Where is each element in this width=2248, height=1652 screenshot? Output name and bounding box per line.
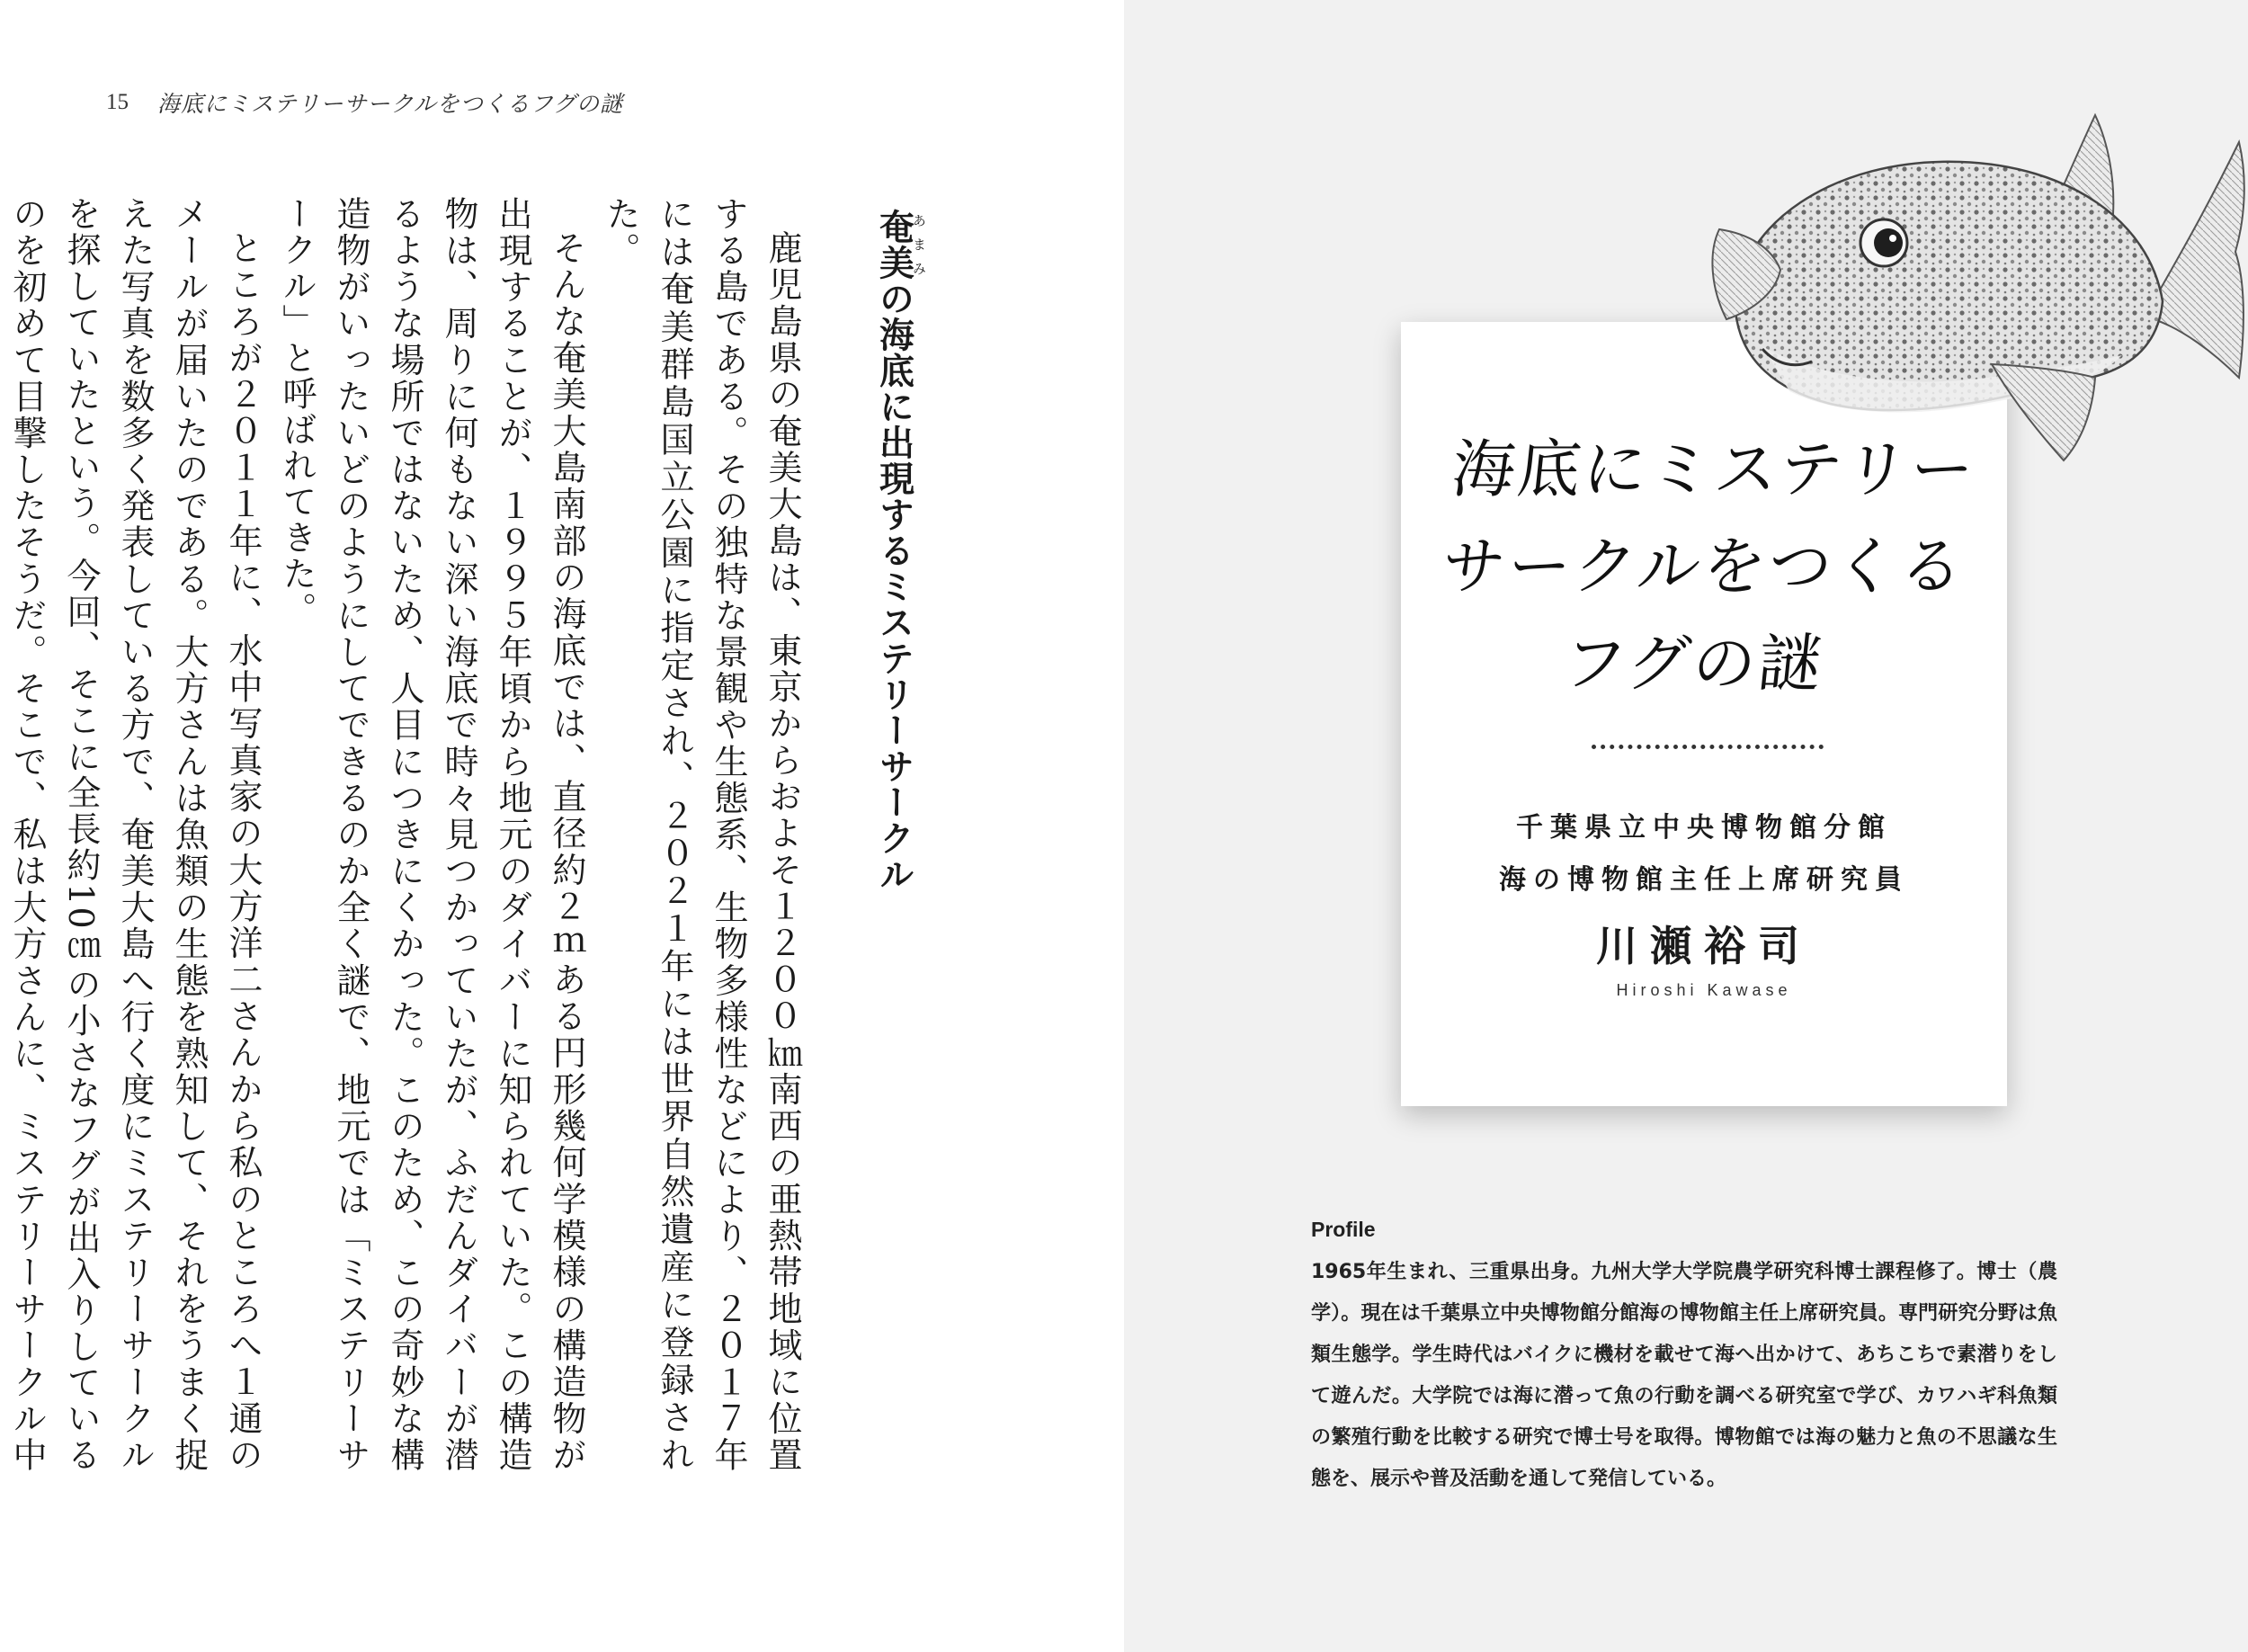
affiliation-line-1: 千葉県立中央博物館分館 (1516, 812, 1892, 844)
profile-text: 1965年生まれ、三重県出身。九州大学大学院農学研究科博士課程修了。博士（農学）。現在は千葉県立中央博物館分館海の博物館主任上席研究員。専門研究分野は魚類生態学。学生時代はバイクに機材を載せて海へ出かけて、あちこちで素潜りをして遊んだ。大学院では海に潜って魚の行動を調べる研究室で学び、カワハギ科魚類の繁殖行動を比較する研究で博士号を取得。博物館では海の魅力と魚の不思議な生態を、展示や普及活動を通して発信している。 (1311, 1261, 2057, 1490)
author-romaji: Hiroshi Kawase (1616, 981, 1792, 999)
article-title-line-1: 海底にミステリー (1448, 433, 1980, 506)
dotted-divider (1592, 745, 1824, 749)
article-title-line-2: サークルをつくる (1438, 530, 1970, 603)
chapter-heading-ruby-base: 奄美 (873, 209, 914, 281)
running-title: 海底にミステリーサークルをつくるフグの謎 (157, 91, 624, 117)
running-head (106, 88, 623, 117)
affiliation-line-2: 海の博物館主任上席研究員 (1499, 864, 1909, 896)
paragraph-3: ところが２０１１年に、水中写真家の大方洋二さんから私のところへ１通のメールが届いたのである。大方さんは魚類の生態を熟知して、それをうまく捉えた写真を数多く発表している方で、奄美大島へ行く度にミステリーサークルを探していたという。今回、そこに全長約10㎝の小さなフグが出入りしているのを初めて目撃したそうだ。そこで、私は大方さんに、ミステリーサークル中 (7, 196, 263, 1473)
article-title-line-3: フグの謎 (1559, 627, 1828, 701)
paragraph-1: 鹿児島県の奄美大島は、東京からおよそ１２００㎞南西の亜熱帯地域に位置する島である。その独特な景観や生態系、生物多様性などにより、２０１７年には奄美群島国立公園に指定され、２０２１年には世界自然遺産に登録された。 (601, 196, 802, 1473)
paragraph-2: そんな奄美大島南部の海底では、直径約２ｍある円形幾何学模様の構造物が出現することが、１９９５年頃から地元のダイバーに知られていた。この構造物は、周りに何もない深い海底で時々見つかっていたが、ふだんダイバーが潜るような場所ではないため、人目につきにくかった。このため、この奇妙な構造物がいったいどのようにしてできるのか全く謎で、地元では「ミステリーサークル」と呼ばれてきた。 (277, 196, 586, 1474)
pufferfish-illustration-icon (1699, 108, 2248, 486)
body-text (7, 196, 809, 1474)
right-page (1124, 0, 2248, 1652)
author-name: 川瀬裕司 (1596, 922, 1812, 970)
page-number: 15 (106, 90, 129, 114)
author-affiliation (1401, 802, 2007, 906)
profile-label: Profile (1311, 1218, 1376, 1241)
chapter-heading (863, 209, 926, 991)
chapter-heading-ruby (873, 209, 927, 281)
chapter-heading-text: の海底に出現するミステリーサークル (873, 281, 914, 892)
chapter-heading-ruby-reading: あまみ (911, 209, 927, 281)
